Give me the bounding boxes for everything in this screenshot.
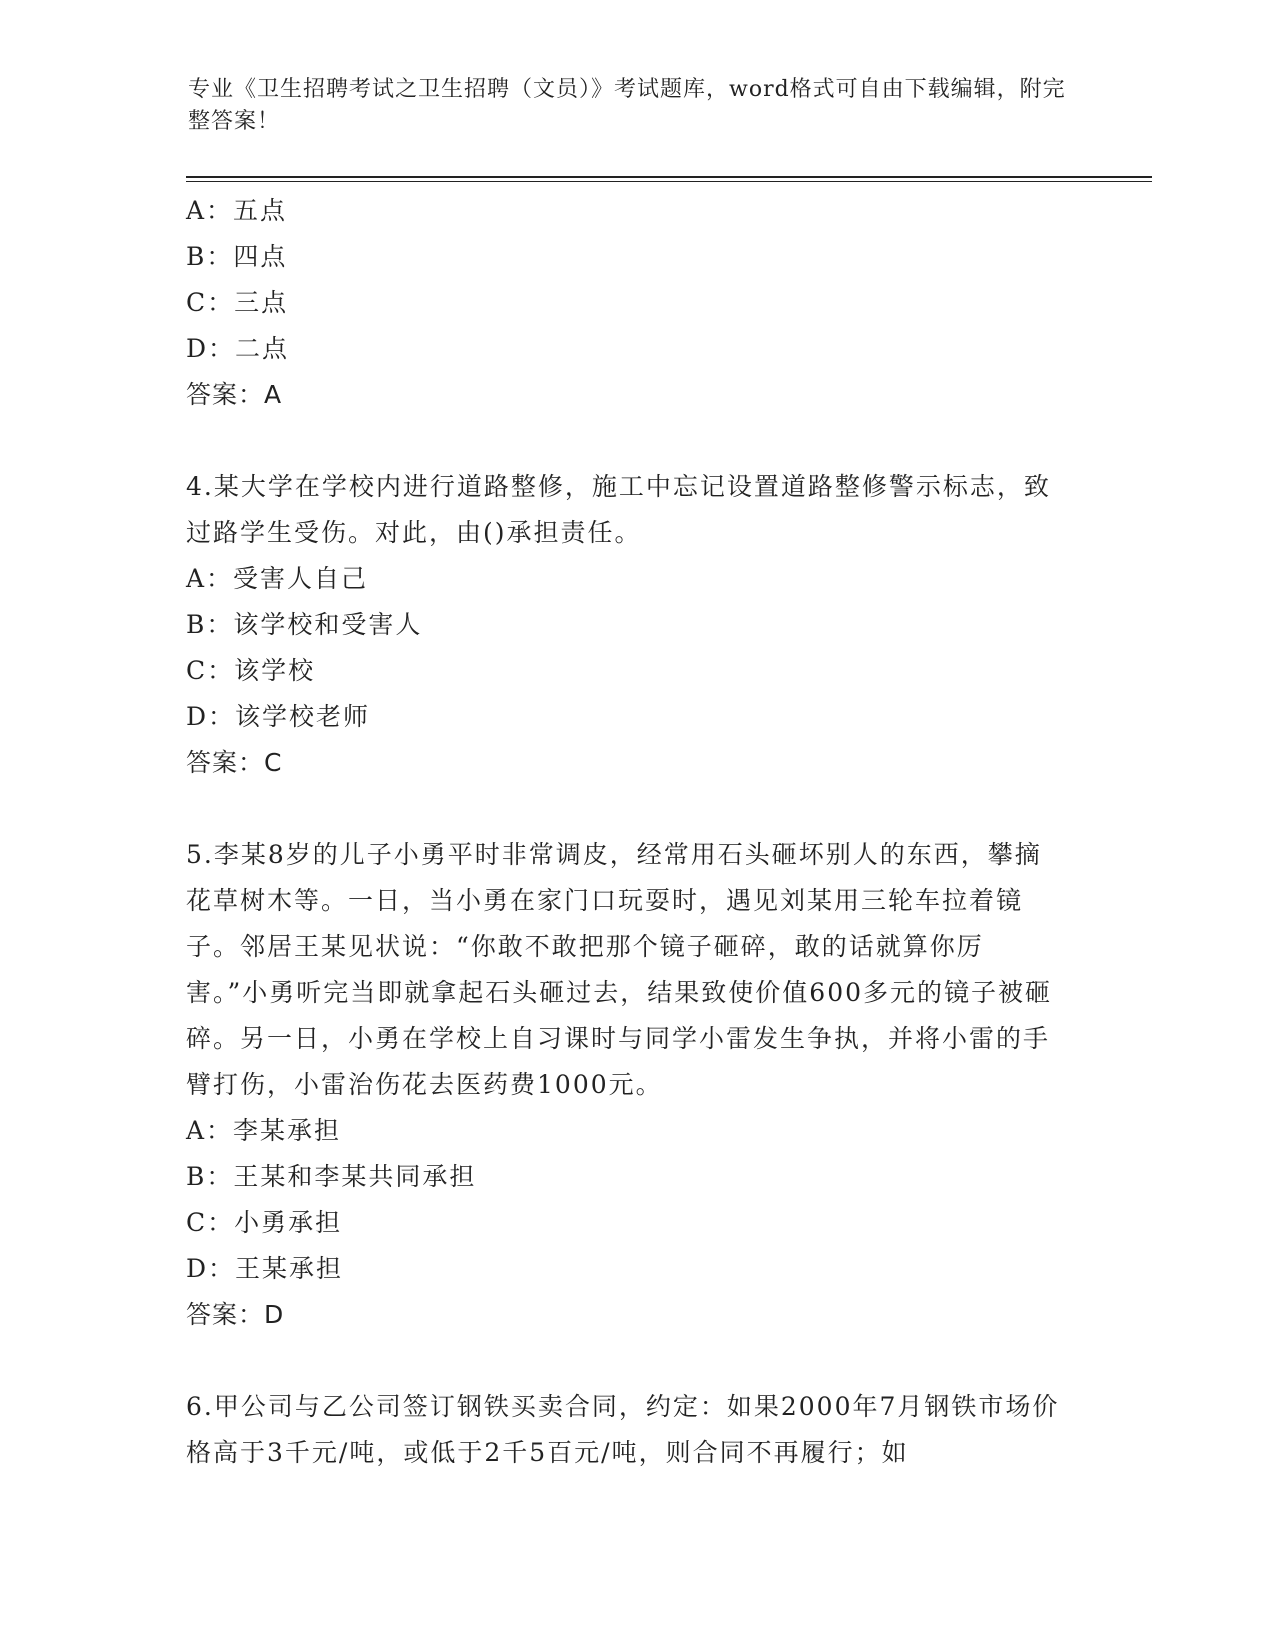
header-rule-thin xyxy=(186,181,1152,182)
question-6 xyxy=(186,1384,1066,1476)
option-c: C：小勇承担 xyxy=(186,1208,343,1237)
option-b: B：王某和李某共同承担 xyxy=(186,1162,477,1191)
answer: 答案：A xyxy=(186,380,283,409)
option-c: C：该学校 xyxy=(186,656,316,685)
option-d: D：二点 xyxy=(186,334,290,363)
option-a: A：受害人自己 xyxy=(186,564,369,593)
header-rule-thick xyxy=(186,176,1152,178)
answer: 答案：C xyxy=(186,748,283,777)
option-b: B：该学校和受害人 xyxy=(186,610,423,639)
option-a: A：李某承担 xyxy=(186,1116,342,1145)
spacer xyxy=(186,418,1066,464)
spacer xyxy=(186,1338,1066,1384)
question-5 xyxy=(186,832,1066,1338)
question-text: 4.某大学在学校内进行道路整修，施工中忘记设置道路整修警示标志，致过路学生受伤。对此，由()承担责任。 xyxy=(186,472,1051,547)
question-text: 6.甲公司与乙公司签订钢铁买卖合同，约定：如果2000年7月钢铁市场价格高于3千元/吨，或低于2千5百元/吨，则合同不再履行；如 xyxy=(186,1392,1060,1467)
answer: 答案：D xyxy=(186,1300,285,1329)
question-4 xyxy=(186,464,1066,786)
option-b: B：四点 xyxy=(186,242,288,271)
document-header: 专业《卫生招聘考试之卫生招聘（文员）》考试题库，word格式可自由下载编辑，附完整答案！ xyxy=(188,77,1066,134)
question-content xyxy=(186,188,1066,1476)
option-d: D：王某承担 xyxy=(186,1254,344,1283)
option-c: C：三点 xyxy=(186,288,289,317)
option-a: A：五点 xyxy=(186,196,288,225)
question-text: 5.李某8岁的儿子小勇平时非常调皮，经常用石头砸坏别人的东西，攀摘花草树木等。一日，当小勇在家门口玩耍时，遇见刘某用三轮车拉着镜子。邻居王某见状说：“你敢不敢把那个镜子砸碎，敢的话就算你厉害。”小勇听完当即就拿起石头砸过去，结果致使价值600多元的镜子被砸碎。另一日，小勇在学校上自习课时与同学小雷发生争执，并将小雷的手臂打伤，小雷治伤花去医药费1000元。 xyxy=(186,840,1053,1099)
option-d: D：该学校老师 xyxy=(186,702,371,731)
spacer xyxy=(186,786,1066,832)
question-3-fragment xyxy=(186,188,1066,418)
